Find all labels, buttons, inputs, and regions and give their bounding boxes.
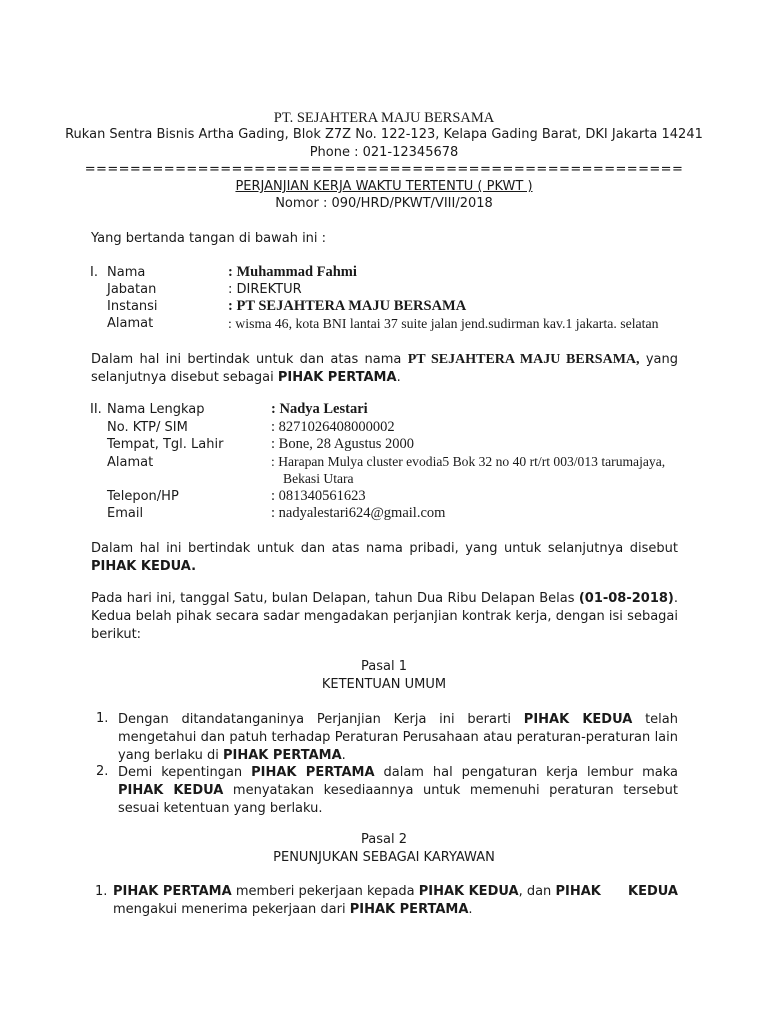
party1-value-nama: : Muhammad Fahmi: [228, 264, 357, 280]
party2-value-ktp: : 8271026408000002: [271, 419, 395, 435]
date-paragraph: Pada hari ini, tanggal Satu, bulan Delapan, tahun Dua Ribu Delapan Belas (01-08-2018). Kedua belah pihak secara sadar mengadakan perjanjian kontrak kerja, dengan isi sebagai berikut:: [91, 591, 679, 642]
party1-label-jabatan: Jabatan: [107, 282, 157, 297]
party2-value-alamat-line2: Bekasi Utara: [283, 471, 354, 486]
company-name: PT. SEJAHTERA MAJU BERSAMA: [273, 110, 495, 126]
document-number: Nomor : 090/HRD/PKWT/VIII/2018: [275, 196, 493, 211]
company-phone: Phone : 021-12345678: [309, 145, 459, 160]
party1-label-alamat: Alamat: [107, 316, 154, 331]
party2-label-nama: Nama Lengkap: [107, 402, 205, 417]
party2-label-alamat: Alamat: [107, 455, 154, 470]
intro-text: Yang bertanda tangan di bawah ini :: [91, 231, 327, 246]
party2-label-ttl: Tempat, Tgl. Lahir: [107, 437, 224, 452]
pasal1-item1-number: 1.: [96, 711, 109, 726]
party1-label-nama: Nama: [107, 265, 146, 280]
pasal1-subtitle: KETENTUAN UMUM: [321, 677, 447, 692]
party1-value-alamat: : wisma 46, kota BNI lantai 37 suite jalan jend.sudirman kav.1 jakarta. selatan: [228, 316, 659, 331]
party2-value-email: : nadyalestari624@gmail.com: [271, 505, 446, 521]
company-address: Rukan Sentra Bisnis Artha Gading, Blok Z7Z No. 122-123, Kelapa Gading Barat, DKI Jakarta 14241: [65, 127, 703, 142]
separator-line: =====================================================: [84, 162, 684, 177]
party2-value-telepon: : 081340561623: [271, 488, 366, 504]
pasal2-item1-number: 1.: [95, 884, 108, 899]
party2-paragraph: Dalam hal ini bertindak untuk dan atas nama pribadi, yang untuk selanjutnya disebut PIHAK KEDUA.: [91, 541, 678, 574]
pasal1-item2-text: Demi kepentingan PIHAK PERTAMA dalam hal pengaturan kerja lembur maka PIHAK KEDUA menyatakan kesediaannya untuk memenuhi peraturan tersebut sesuai ketentuan yang berlaku.: [118, 765, 678, 816]
pasal2-item1-line2: mengakui menerima pekerjaan dari PIHAK PERTAMA.: [113, 902, 473, 917]
party2-label-telepon: Telepon/HP: [107, 489, 179, 504]
party1-roman: I.: [90, 265, 98, 280]
party2-label-ktp: No. KTP/ SIM: [107, 420, 188, 435]
party2-label-email: Email: [107, 506, 144, 521]
party1-label-instansi: Instansi: [107, 299, 158, 314]
party2-roman: II.: [90, 402, 102, 417]
party1-value-jabatan: : DIREKTUR: [228, 282, 302, 297]
party2-value-nama: : Nadya Lestari: [271, 401, 368, 417]
party1-paragraph: Dalam hal ini bertindak untuk dan atas nama PT SEJAHTERA MAJU BERSAMA, yang selanjutnya disebut sebagai PIHAK PERTAMA.: [91, 352, 679, 385]
pasal2-item1-kedua: KEDUA: [628, 884, 678, 899]
party1-value-instansi: : PT SEJAHTERA MAJU BERSAMA: [228, 298, 467, 314]
pasal1-item2-number: 2.: [96, 764, 109, 779]
party2-value-alamat: : Harapan Mulya cluster evodia5 Bok 32 no 40 rt/rt 003/013 tarumajaya,: [271, 454, 666, 469]
pasal2-subtitle: PENUNJUKAN SEBAGAI KARYAWAN: [273, 850, 495, 865]
pasal2-item1-line1: PIHAK PERTAMA memberi pekerjaan kepada PIHAK KEDUA, dan PIHAK: [113, 884, 601, 899]
pasal2-title: Pasal 2: [361, 832, 407, 847]
pasal1-item1-text: Dengan ditandatanganinya Perjanjian Kerja ini berarti PIHAK KEDUA telah mengetahui dan patuh terhadap Peraturan Perusahaan atau peraturan-peraturan lain yang berlaku di PIHAK PERTAMA.: [118, 712, 678, 763]
pasal1-title: Pasal 1: [361, 659, 407, 674]
document-title: PERJANJIAN KERJA WAKTU TERTENTU ( PKWT ): [235, 179, 533, 194]
party2-value-ttl: : Bone, 28 Agustus 2000: [271, 436, 414, 452]
